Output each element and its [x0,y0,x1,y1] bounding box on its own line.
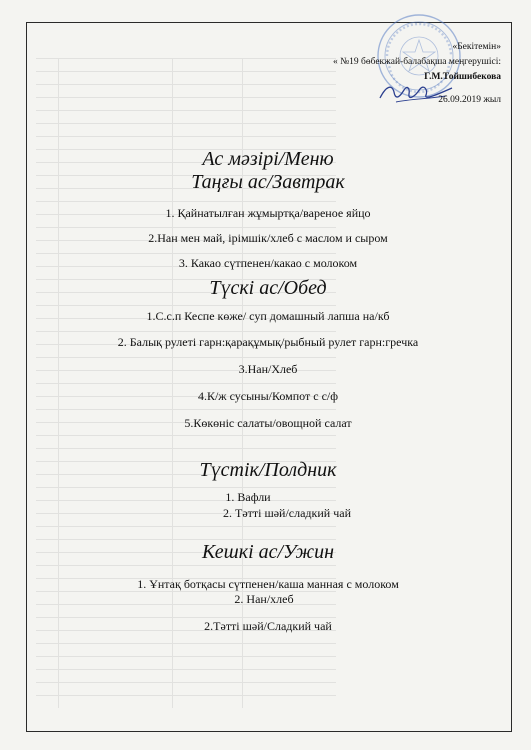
approval-position: « №19 бөбекжай-балабақша меңгерушісі: [332,57,501,67]
breakfast-item-2: 2.Нан мен май, ірімшік/хлеб с маслом и сыром [148,231,388,245]
approval-date: 26.09.2019 жыл [438,95,501,105]
breakfast-item-1: 1. Қайнатылған жұмыртқа/вареное яйцо [165,206,371,220]
approval-signatory: Г.М.Тойшибекова [424,72,501,82]
approval-title: «Бекітемін» [452,42,501,52]
approval-block [311,40,501,108]
dinner-section [26,541,510,633]
lunch-item-3: 3.Нан/Хлеб [238,362,298,376]
snack-section [26,459,510,520]
dinner-heading: Кешкі ас/Ужин [201,541,335,563]
breakfast-item-3: 3. Какао сүтпенен/какао с молоком [178,256,358,270]
lunch-item-1: 1.С.с.п Кеспе көже/ суп домашный лапша на/кб [146,309,390,323]
snack-heading: Түстік/Полдник [199,459,337,481]
breakfast-section [26,148,510,270]
dinner-item-2: 2. Нан/хлеб [234,592,294,606]
dinner-item-3: 2.Тәтті шәй/Сладкий чай [204,619,332,633]
dinner-item-1: 1. Ұнтақ ботқасы сүтпенен/каша манная с молоком [137,577,399,591]
lunch-item-2: 2. Балық рулеті гарн:қарақұмық/рыбный рулет гарн:гречка [117,335,419,349]
lunch-item-5: 5.Көкөніс салаты/овощной салат [184,416,352,430]
lunch-section [26,277,510,430]
lunch-item-4: 4.К/ж сусыны/Компот с с/ф [197,389,339,403]
snack-item-1: 1. Вафли [225,490,271,504]
snack-item-2: 2. Тәтті шәй/сладкий чай [222,506,351,520]
lunch-heading: Түскі ас/Обед [209,277,327,299]
breakfast-heading: Таңғы ас/Завтрак [191,171,345,193]
menu-title: Ас мәзірі/Меню [202,148,334,170]
